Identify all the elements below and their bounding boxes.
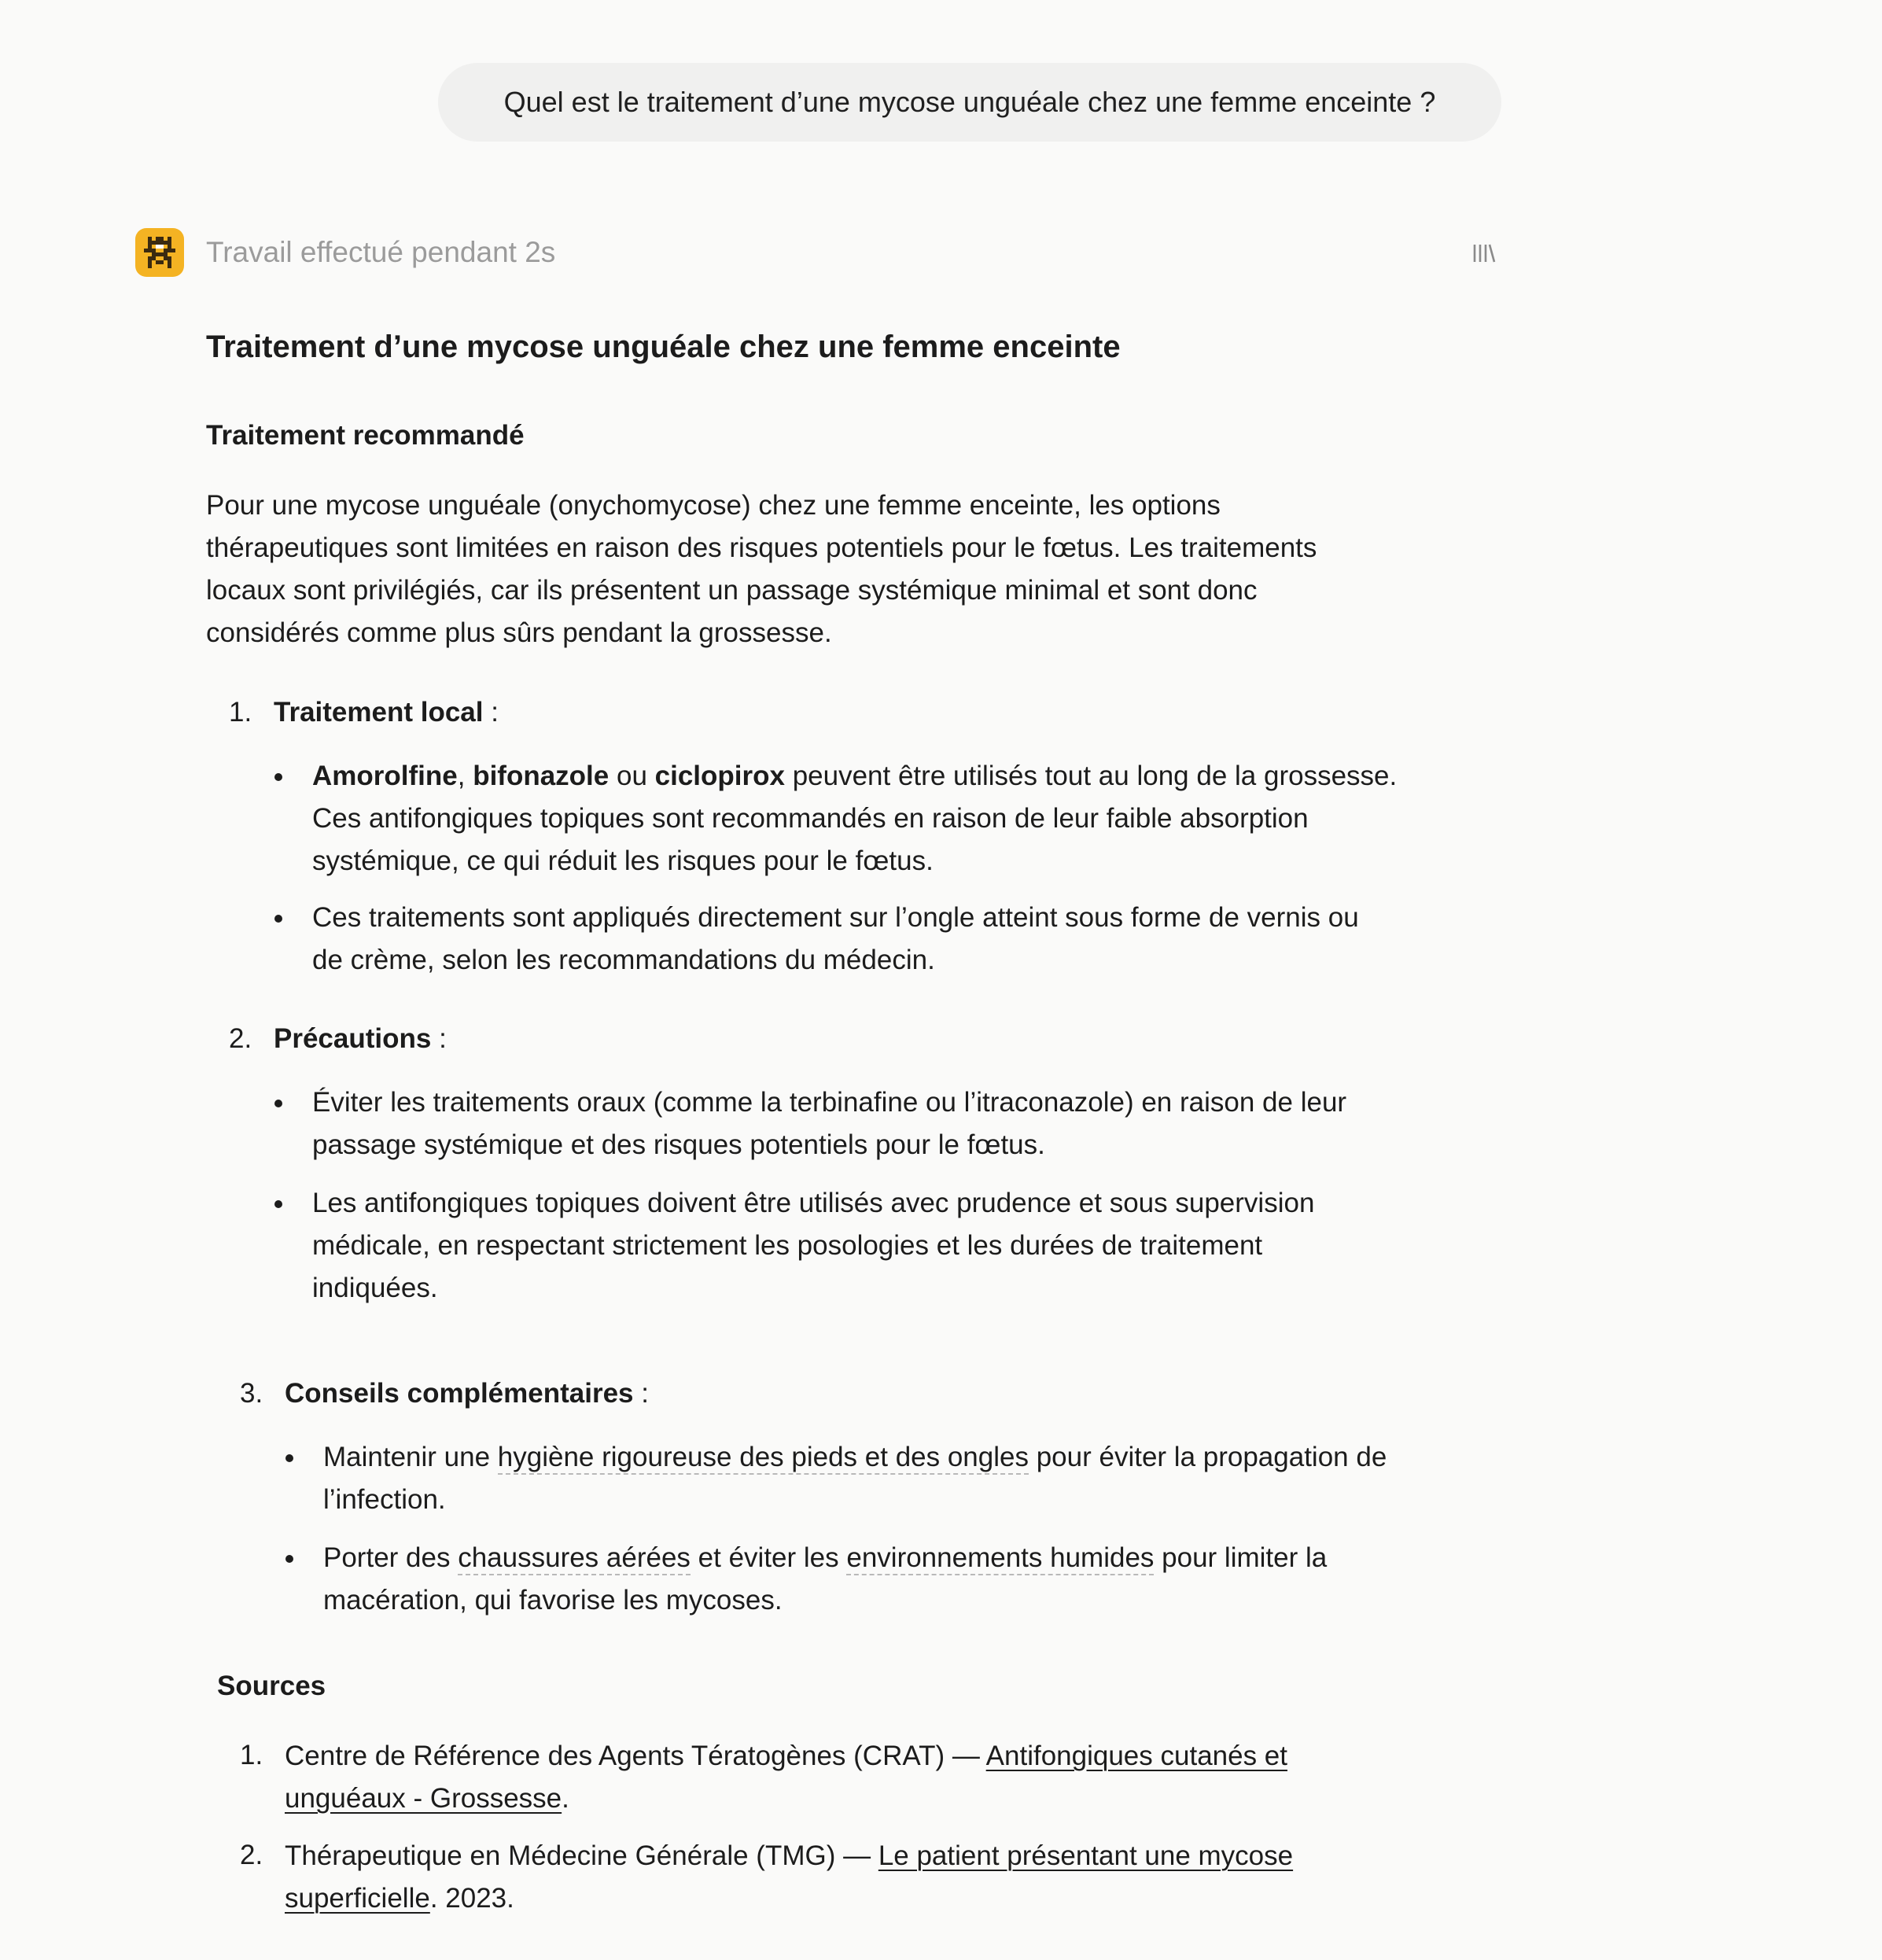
source-text: Thérapeutique en Médecine Générale (TMG) — xyxy=(285,1840,878,1871)
sources-heading: Sources xyxy=(217,1671,326,1701)
assistant-avatar xyxy=(135,228,184,277)
list-item-heading xyxy=(274,695,499,730)
text-run: Porter des xyxy=(323,1542,459,1573)
text-run: pour éviter la propagation de xyxy=(1028,1442,1387,1472)
user-message-text: Quel est le traitement d’une mycose unguéale chez une femme enceinte ? xyxy=(503,86,1436,118)
text-run: , xyxy=(457,761,473,791)
list-item-number: 3. xyxy=(240,1378,263,1409)
glossary-term[interactable]: environnements humides xyxy=(846,1542,1154,1575)
text-run: pour limiter la xyxy=(1154,1542,1328,1573)
text-run: et éviter les xyxy=(690,1542,847,1573)
source-item xyxy=(285,1735,1287,1820)
intro-line: locaux sont privilégiés, car ils présentent un passage systémique minimal et sont donc xyxy=(206,575,1258,606)
source-text: Centre de Référence des Agents Tératogènes (CRAT) — xyxy=(285,1741,986,1771)
user-message-bubble xyxy=(438,63,1501,142)
text-run: peuvent être utilisés tout au long de la grossesse. xyxy=(784,761,1398,791)
intro-line: thérapeutiques sont limitées en raison des risques potentiels pour le fœtus. Les traitements xyxy=(206,532,1317,563)
bullet-line: Éviter les traitements oraux (comme la terbinafine ou l’itraconazole) en raison de leur xyxy=(312,1087,1347,1118)
drug-name: bifonazole xyxy=(473,761,610,791)
list-item-title: Précautions xyxy=(274,1023,432,1054)
bullet-line: indiquées. xyxy=(312,1273,438,1303)
intro-paragraph xyxy=(206,484,1317,654)
bullet-line: passage systémique et des risques potentiels pour le fœtus. xyxy=(312,1129,1045,1160)
source-number: 1. xyxy=(240,1740,263,1770)
source-link[interactable]: superficielle xyxy=(285,1883,430,1914)
bullet-line: Ces antifongiques topiques sont recommandés en raison de leur faible absorption xyxy=(312,803,1309,834)
bullet xyxy=(274,1100,282,1107)
section-title: Traitement recommandé xyxy=(206,420,525,451)
list-bullet xyxy=(312,897,1359,982)
answer-title: Traitement d’une mycose unguéale chez une femme enceinte xyxy=(206,330,1121,364)
bullet xyxy=(274,1200,282,1208)
pixel-robot-icon xyxy=(144,237,175,268)
bullet-line: de crème, selon les recommandations du médecin. xyxy=(312,945,935,975)
bullet-line: Ces traitements sont appliqués directement sur l’ongle atteint sous forme de vernis ou xyxy=(312,902,1359,933)
intro-line: considérés comme plus sûrs pendant la grossesse. xyxy=(206,617,832,648)
text-run: . 2023. xyxy=(429,1883,514,1914)
bullet-line: macération, qui favorise les mycoses. xyxy=(323,1585,783,1616)
list-bullet xyxy=(323,1436,1387,1521)
bullet xyxy=(285,1454,293,1462)
bullet xyxy=(274,915,282,923)
bullet-line: Les antifongiques topiques doivent être utilisés avec prudence et sous supervision xyxy=(312,1188,1315,1218)
list-item-suffix: : xyxy=(483,697,499,728)
intro-line: Pour une mycose unguéale (onychomycose) chez une femme enceinte, les options xyxy=(206,490,1221,521)
source-item xyxy=(285,1835,1293,1920)
drug-name: Amorolfine xyxy=(312,761,458,791)
source-link[interactable]: Antifongiques cutanés et xyxy=(985,1741,1287,1771)
list-item-suffix: : xyxy=(633,1378,649,1409)
list-bullet xyxy=(312,1182,1314,1310)
list-item-number: 1. xyxy=(229,697,252,728)
bullet xyxy=(285,1555,293,1563)
list-bullet xyxy=(312,755,1397,882)
work-status[interactable]: Travail effectué pendant 2s xyxy=(206,236,556,268)
list-item-title: Conseils complémentaires xyxy=(285,1378,634,1409)
list-bullet xyxy=(323,1537,1327,1622)
source-link[interactable]: unguéaux - Grossesse xyxy=(285,1783,562,1814)
glossary-term[interactable]: chaussures aérées xyxy=(458,1542,691,1575)
list-item-heading xyxy=(274,1022,447,1056)
bullet-line: systémique, ce qui réduit les risques pour le fœtus. xyxy=(312,846,934,876)
source-link[interactable]: Le patient présentant une mycose xyxy=(878,1840,1294,1871)
list-item-number: 2. xyxy=(229,1023,252,1054)
source-number: 2. xyxy=(240,1840,263,1870)
glossary-term[interactable]: hygiène rigoureuse des pieds et des ongles xyxy=(498,1442,1029,1475)
bullet-line: médicale, en respectant strictement les posologies et les durées de traitement xyxy=(312,1230,1263,1261)
drug-name: ciclopirox xyxy=(654,761,785,791)
list-item-heading xyxy=(285,1376,649,1411)
text-run: ou xyxy=(609,761,655,791)
text-run: . xyxy=(562,1783,569,1814)
list-item-suffix: : xyxy=(431,1023,447,1054)
text-run: Maintenir une xyxy=(323,1442,498,1472)
bullet xyxy=(274,773,282,781)
bullet-line: l’infection. xyxy=(323,1484,446,1515)
list-item-title: Traitement local xyxy=(274,697,484,728)
list-bullet xyxy=(312,1081,1346,1166)
library-icon[interactable] xyxy=(1471,238,1497,268)
